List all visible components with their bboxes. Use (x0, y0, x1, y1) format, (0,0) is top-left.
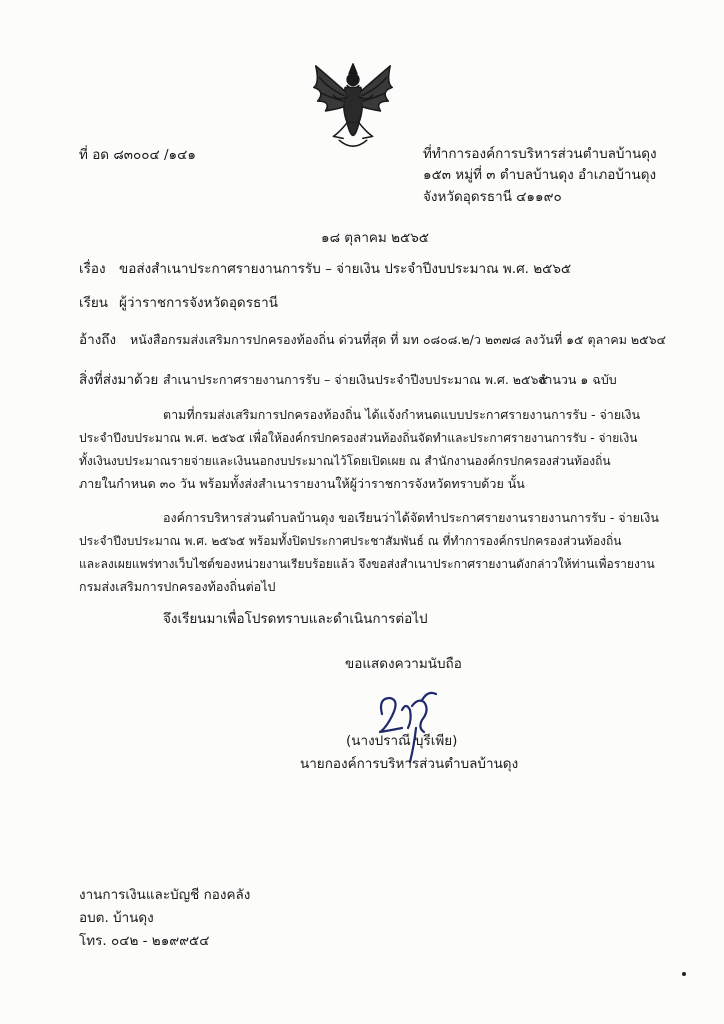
office-address-line3: จังหวัดอุดรธานี ๔๑๑๙๐ (423, 189, 562, 205)
reference-text: หนังสือกรมส่งเสริมการปกครองท้องถิ่น ด่วนที่สุด ที่ มท ๐๘๐๘.๒/ว ๒๓๗๘ ลงวันที่ ๑๕ ตุลาคม ๒๕๖๔ (130, 332, 667, 347)
office-address-line2: ๑๕๓ หมู่ที่ ๓ ตำบลบ้านดุง อำเภอบ้านดุง (423, 167, 657, 183)
enclosure-label: สิ่งที่ส่งมาด้วย (79, 372, 159, 388)
footer-phone: โทร. ๐๔๒ - ๒๑๙๙๕๔ (79, 933, 210, 949)
scan-speck (682, 972, 686, 976)
paragraph1-line3: ทั้งเงินงบประมาณรายจ่ายและเงินนอกงบประมาณไว้โดยเปิดเผย ณ สำนักงานองค์กรปกครองส่วนท้องถิ่น (79, 454, 611, 468)
recipient-text: ผู้ว่าราชการจังหวัดอุดรธานี (119, 295, 278, 311)
document-date: ๑๘ ตุลาคม ๒๕๖๕ (321, 230, 430, 246)
recipient-label: เรียน (79, 295, 109, 311)
footer-department: งานการเงินและบัญชี กองคลัง (79, 887, 251, 903)
paragraph1-line1: ตามที่กรมส่งเสริมการปกครองท้องถิ่น ได้แจ้งกำหนดแบบประกาศรายงานการรับ - จ่ายเงิน (163, 407, 641, 422)
signer-name: (นางปราณี บุรีเพีย) (346, 733, 458, 749)
paragraph2-line4: กรมส่งเสริมการปกครองท้องถิ่นต่อไป (79, 579, 276, 594)
office-address-line1: ที่ทำการองค์การบริหารส่วนตำบลบ้านดุง (423, 146, 657, 162)
subject-text: ขอส่งสำเนาประกาศรายงานการรับ – จ่ายเงิน ประจำปีงบประมาณ พ.ศ. ๒๕๖๕ (119, 261, 572, 277)
paragraph2-line2: ประจำปีงบประมาณ พ.ศ. ๒๕๖๕ พร้อมทั้งปิดประกาศประชาสัมพันธ์ ณ ที่ทำการองค์กรปกครองส่วนท้องถิ่น (79, 534, 622, 548)
footer-office: อบต. บ้านดุง (79, 910, 154, 926)
closing-salutation: ขอแสดงความนับถือ (345, 656, 462, 672)
reference-number: ที่ อด ๘๓๐๐๔ /๑๔๑ (79, 147, 196, 163)
enclosure-text: สำเนาประกาศรายงานการรับ – จ่ายเงินประจำปีงบประมาณ พ.ศ. ๒๕๖๕ (163, 372, 548, 387)
paragraph2-line1: องค์การบริหารส่วนตำบลบ้านดุง ขอเรียนว่าได้จัดทำประกาศรายงานรายงานการรับ - จ่ายเงิน (163, 510, 659, 525)
closing-request: จึงเรียนมาเพื่อโปรดทราบและดำเนินการต่อไป (163, 611, 428, 627)
signature-icon (372, 688, 444, 764)
paragraph2-line3: และลงเผยแพร่ทางเว็บไซต์ของหน่วยงานเรียบร้อยแล้ว จึงขอส่งสำเนาประกาศรายงานดังกล่าวให้ท่านเพื่อรายงาน (79, 557, 655, 571)
subject-label: เรื่อง (79, 261, 106, 277)
garuda-emblem-icon (304, 58, 402, 156)
enclosure-count: จำนวน ๑ ฉบับ (538, 372, 617, 387)
paragraph1-line2: ประจำปีงบประมาณ พ.ศ. ๒๕๖๕ เพื่อให้องค์กรปกครองส่วนท้องถิ่นจัดทำและประกาศรายงานการรับ - จ่ายเงิน (79, 431, 638, 445)
reference-label: อ้างถึง (79, 332, 117, 348)
paragraph1-line4: ภายในกำหนด ๓๐ วัน พร้อมทั้งส่งสำเนารายงานให้ผู้ว่าราชการจังหวัดทราบด้วย นั้น (79, 476, 525, 491)
signer-title: นายกองค์การบริหารส่วนตำบลบ้านดุง (300, 756, 519, 772)
